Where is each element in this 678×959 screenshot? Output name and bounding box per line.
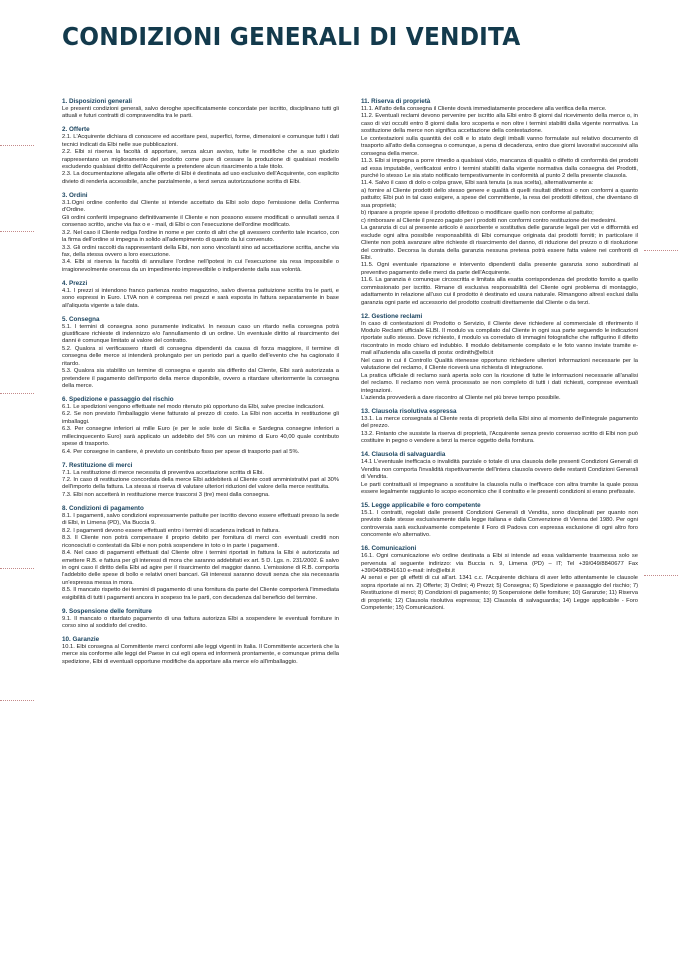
clause-heading: 12. Gestione reclami [361, 312, 423, 320]
clause-section [62, 636, 339, 666]
clause-paragraph: 15.1. I contratti, regolati dalle presenti Condizioni Generali di Vendita, sono disciplinati per quanto non previsto dalle stesse esclusivamente dalla legge italiana e dalla Convenzione di Vienna del 1980. Per ogni controversia sarà esclusivamente competente il Foro di Padova con espressa esclusione di ogni altro foro concorrente e/o alternativo. [361, 509, 638, 539]
page-title: CONDIZIONI GENERALI DI VENDITA [62, 22, 521, 51]
clause-heading: 9. Sospensione delle forniture [62, 607, 152, 615]
right-column [361, 98, 638, 618]
clause-paragraph: 5.1. I termini di consegna sono puramente indicativi. In nessun caso un ritardo nella consegna potrà giustificare richieste di indennizzo e/o l'annullamento di un ordine. Un eventuale diritto al risarcimento dei danni è comunque limitato al valore del contratto. [62, 323, 339, 345]
margin-dotted-line [0, 231, 34, 232]
clause-heading: 13. Clausola risolutiva espressa [361, 408, 457, 416]
clause-paragraph: 2.2. Elbi si riserva la facoltà di apportare, senza alcun avviso, tutte le modifiche che a suo giudizio rappresentano un miglioramento del prodotto come pure di cessare la produzione di qualsiasi modello escludendo qualsiasi diritto dell'Acquirente a pretendere alcun risarcimento a tale titolo. [62, 149, 339, 171]
clause-paragraph: Gli ordini conferiti impegnano definitivamente il Cliente e non possono essere modificati o annullati senza il consenso scritto, anche via fax o e - mail, di Elbi o con l'esecuzione dell'ordine modificato. [62, 214, 339, 229]
clause-heading: 4. Prezzi [62, 279, 88, 287]
clause-paragraph: 5.3. Qualora sia stabilito un termine di consegna e questo sia differito dal Cliente, Elbi sarà autorizzata a pretendere il pagamento dell'importo della merce disponibile, ovvero a ritardare ulteriormente la consegna della merce. [62, 368, 339, 390]
clause-heading: 7. Restituzione di merci [62, 461, 133, 469]
clause-section [361, 313, 638, 403]
clause-paragraph: 3.3. Gli ordini raccolti da rappresentanti della Elbi, non sono vincolanti sino ad accettazione scritta, anche via fax, della stessa ovvero a loro esecuzione. [62, 244, 339, 258]
clause-heading: 8. Condizioni di pagamento [62, 504, 144, 512]
clause-paragraph: 8.1. I pagamenti, salvo condizioni espressamente pattuite per iscritto devono essere effettuati presso la sede di Elbi, in Limena (PD), Via Buccia 9. [62, 512, 339, 527]
clause-paragraph: 6.2. Se non previsto l'imballaggio viene fatturato al prezzo di costo. La Elbi non accetta in restituzione gli imballaggi. [62, 411, 339, 425]
clause-section [62, 608, 339, 631]
clause-paragraph: 9.1. Il mancato o ritardato pagamento di una fattura autorizza Elbi a sospendere le eventuali forniture in corso sino al soddisfo del credito. [62, 615, 339, 630]
clause-paragraph: La garanzia di cui al presente articolo è assorbente e sostitutiva delle garanzie legali per vizi e difformità ed esclude ogni altra possibile responsabilità di Elbi comunque originata dai prodotti forniti; in particolare il Cliente non potrà avanzare altre richieste di risarcimento del danno, di riduzione del prezzo o di risoluzione del contratto. Decorsa la durata della garanzia nessuna pretesa potrà essere fatta valere nei confronti di Elbi. [361, 225, 638, 261]
clause-section [361, 502, 638, 540]
clause-paragraph: Ai sensi e per gli effetti di cui all'art. 1341 c.c. l'Acquirente dichiara di aver letto attentamente le clausole sopra riportate ai nn. 2) Offerte; 3) Ordini; 4) Prezzi; 5) Consegna; 6) Spedizione e passaggio del rischio; 7) Restituzione di merci; 8) Condizioni di pagamento; 9) Sospensione delle forniture; 10) Garanzie; 11) Riserva di proprietà; 12) Clausola risolutiva espressa; 13) Clausola di salvaguardia; 14) Legge applicabile - Foro Competente; 15) Comunicazioni. [361, 575, 638, 612]
clause-paragraph: 7.3. Elbi non accetterà in restituzione merce trascorsi 3 (tre) mesi dalla consegna. [62, 491, 270, 498]
clause-paragraph: 7.2. In caso di restituzione concordata della merce Elbi addebiterà al Cliente costi amministrativi pari al 30% dell'importo della fattura. La stessa si riserva di valutare ulteriori riduzioni del valore della merce restituita. [62, 477, 339, 491]
clause-paragraph: 11.6. La garanzia è comunque circoscritta e limitata alla esatta corrispondenza del prodotto fornito a quello commissionato per iscritto. Rimane di esclusiva responsabilità del Cliente ogni problema di montaggio, adattamento in relazione all'uso cui il prodotto è destinato ed usura naturale. Rimangono altresì esclusi dalla garanzia ogni parte ed accessorio del prodotto costruiti direttamente dal Cliente o da terzi. [361, 277, 638, 306]
clause-paragraph: b) riparare a proprie spese il prodotto difettoso o modificare quello non conforme al pattuito; [361, 210, 594, 217]
clause-paragraph: In caso di contestazioni di Prodotto o Servizio, il Cliente deve richiedere al commerciale di riferimento il Modulo Reclami ufficiale ELBI. Il modulo va compilato dal Cliente in ogni sua parte seguendo le indicazioni riportate sullo stesso. Dove richiesto, il modulo va corredato di immagini fotografiche che raffigurino il difetto riscontrato in modo chiaro ed indubbio. Il modulo debitamente compilato e le foto vanno inviate tramite e-mail all'azienda alla casella di posta: ordinith@elbi.it [361, 320, 638, 357]
clause-heading: 6. Spedizione e passaggio del rischio [62, 396, 174, 404]
clause-heading: 1. Disposizioni generali [62, 98, 132, 105]
clause-paragraph: 8.2. I pagamenti devono essere effettuati entro i termini di scadenza indicati in fattura. [62, 527, 280, 534]
clause-paragraph: 14.1 L'eventuale inefficacia o invalidità parziale o totale di una clausola delle presenti Condizioni Generali di Vendita non comporta l'invalidità rispettivamente dell'intera clausola ovvero delle restanti Condizioni Generali di Vendita. [361, 459, 638, 481]
clause-paragraph: 13.1. La merce consegnata al Cliente resta di proprietà della Elbi sino al momento dell'integrale pagamento del prezzo. [361, 415, 638, 430]
margin-dotted-line [0, 393, 34, 394]
clause-paragraph: 8.4. Nel caso di pagamenti effettuati dal Cliente oltre i termini riportati in fattura la Elbi è autorizzata ad emettere R.B. e fattura per gli interessi di mora che saranno addebitati ex art. 5 D. Lgs. n. 231/2002. È salvo in ogni caso il diritto della Elbi ad agire per il risarcimento del maggior danno. L'emissione di R.B. comporta l'addebito delle spese di bollo e relativi oneri bancari. Gli interessi saranno dovuti senza che sia necessaria un'espressa messa in mora. [62, 550, 339, 586]
margin-dotted-line [0, 568, 34, 569]
margin-dotted-line [0, 145, 34, 146]
clause-paragraph: 3.2. Nel caso il Cliente rediga l'ordine in nome e per conto di altri che gli avessero conferito tale incarico, con la firma dell'ordine si impegna in solido all'adempimento di quanto da lui convenuto. [62, 229, 339, 244]
margin-dotted-line [0, 700, 34, 701]
clause-paragraph: 10.1. Elbi consegna al Committente merci conformi alle leggi vigenti in Italia. Il Committente accerterà che la merce sia conforme alle leggi del Paese in cui egli opera ed informerà prontamente, e comunque prima della spedizione, Elbi di eventuali opportune modifiche da apportare alla merce e/o all'imballaggio. [62, 643, 339, 665]
clause-paragraph: L'azienda provvederà a dare riscontro al Cliente nel più breve tempo possibile. [361, 395, 561, 402]
clause-paragraph: La pratica ufficiale di reclamo sarà aperta solo con la ricezione di tutte le informazioni necessarie all'analisi del reclamo. Il reclamo non verrà processato se non completo di tutti i dati richiesti, comprese eventuali integrazioni. [361, 372, 638, 394]
clause-paragraph: 13.2. Fintanto che sussiste la riserva di proprietà, l'Acquirente senza previo consenso scritto di Elbi non può costituire in pegno o vendere a terzi la merce oggetto della fornitura. [361, 430, 638, 445]
clause-paragraph: Le presenti condizioni generali, salvo deroghe specificatamente concordate per iscritto, disciplinano tutti gli attuali e futuri contratti di compravendita tra le parti. [62, 105, 339, 120]
clause-section [62, 280, 339, 310]
clause-paragraph: 11.4. Salvo il caso di dolo o colpa grave, Elbi sarà tenuta (a sua scelta), alternativamente a: [361, 180, 594, 187]
clause-heading: 16. Comunicazioni [361, 545, 417, 553]
clause-section [62, 396, 339, 456]
clause-paragraph: 4.1. I prezzi si intendono franco partenza nostro magazzino, salvo diversa pattuizione scritta tra le parti, e sono espressi in Euro. L'IVA non è compresa nei prezzi e sarà esposta in fattura separatamente in base all'aliquota vigente a tale data. [62, 287, 339, 309]
margin-dotted-line [644, 575, 678, 576]
clause-heading: 14. Clausola di salvaguardia [361, 451, 446, 459]
clause-section [62, 98, 339, 121]
clause-paragraph: 2.1. L'Acquirente dichiara di conoscere ed accettare pesi, superfici, forme, dimensioni e comunque tutti i dati tecnici indicati da Elbi nelle sue pubblicazioni. [62, 134, 339, 148]
clause-heading: 2. Offerte [62, 126, 90, 134]
clause-heading: 11. Riserva di proprietà [361, 98, 431, 105]
clause-paragraph: 3.1.Ogni ordine conferito dal Cliente si intende accettato da Elbi solo dopo l'emissione della Conferma d'Ordine. [62, 199, 339, 214]
clause-paragraph: 6.1. Le spedizioni vengono effettuate nel modo ritenuto più opportuno da Elbi, salve precise indicazioni. [62, 403, 325, 410]
clause-paragraph: 8.3. Il Cliente non potrà compensare il proprio debito per fornitura di merci con eventuali crediti non riconosciuti o contestati da Elbi e non potrà sospendere in toto o in parte i pagamenti. [62, 535, 339, 549]
clause-heading: 3. Ordini [62, 191, 88, 199]
clause-paragraph: 3.4. Elbi si riserva la facoltà di annullare l'ordine nell'ipotesi in cui l'esecuzione sia resa impossibile o irragionevolmente onerosa da un impedimento imprevedibile o indipendente dalla sua volontà. [62, 259, 339, 273]
clause-section [62, 192, 339, 274]
clause-paragraph: 11.2. Eventuali reclami devono pervenire per iscritto alla Elbi entro 8 giorni dal ricevimento della merce o, in caso di vizi occulti entro 8 giorni dalla loro scoperta e non oltre i termini stabiliti dalla vigente normativa. La sostituzione della merce non significa accettazione della contestazione. [361, 113, 638, 135]
clause-paragraph: c) rimborsare al Cliente il prezzo pagato per i prodotti non conformi contro restituzione dei medesimi. [361, 217, 617, 224]
clause-section [62, 316, 339, 391]
clause-paragraph: 6.3. Per consegne inferiori ai mille Euro (e per le sole isole di Sicilia e Sardegna consegne inferiori a millecinquecento Euro) sarà applicato un addebito del 5% con un minimo di Euro 40,00 quale contributo spese di trasporto. [62, 426, 339, 448]
clause-paragraph: 2.3. La documentazione allegata alle offerte di Elbi è destinata ad uso esclusivo dell'Acquirente, con esplicito divieto di renderla accessibile, anche parzialmente, a terzi senza autorizzazione scritta di Elbi. [62, 171, 339, 185]
clause-section [361, 408, 638, 446]
clause-section [361, 451, 638, 496]
clause-paragraph: 7.1. La restituzione di merce necessita di preventiva accettazione scritta di Elbi. [62, 469, 264, 476]
clause-section [62, 505, 339, 602]
clause-paragraph: 6.4. Per consegne in cantiere, è previsto un contributo fisso per spese di trasporto pari al 5%. [62, 448, 300, 455]
left-column [62, 98, 339, 672]
clause-paragraph: 8.5. Il mancato rispetto dei termini di pagamento di una fornitura da parte del Cliente comporterà l'immediata esigibilità di tutti i pagamenti ancora in sospeso tra le parti, con decadenza dal beneficio del termine. [62, 587, 339, 601]
clause-paragraph: Le parti contrattuali si impegnano a sostituire la clausola nulla o inefficace con altra tramite la quale possa essere legalmente raggiunto lo scopo economico che il contratto e le presenti condizioni si erano prefissate. [361, 481, 638, 495]
clause-section [62, 126, 339, 186]
clause-heading: 10. Garanzie [62, 636, 100, 644]
clause-section [62, 462, 339, 500]
clause-paragraph: 11.1. All'atto della consegna il Cliente dovrà immediatamente procedere alla verifica della merce. [361, 105, 607, 112]
clause-paragraph: Le contestazioni sulla quantità dei colli e lo stato degli imballi vanno formulate sul relativo documento di trasporto all'atto della consegna o comunque, a pena di decadenza, entro due giorni lavorativi successivi alla consegna della merce. [361, 135, 638, 157]
clause-section [361, 98, 638, 307]
clause-heading: 5. Consegna [62, 315, 100, 323]
margin-dotted-line [644, 250, 678, 251]
clause-paragraph: a) fornire al Cliente prodotti dello stesso genere e qualità di quelli risultati difettosi o non conformi a quanto pattuito; Elbi può in tal caso esigere, a spese del committente, la resa dei prodotti difettosi, che diventano di sua proprietà; [361, 187, 638, 209]
clause-paragraph: 16.1. Ogni comunicazione e/o ordine destinata a Elbi si intende ad essa validamente trasmessa solo se pervenuta al seguente indirizzo: via Buccia n. 9, Limena (PD) – IT; Tel +39/049/8840677 Fax +39/049/8841610 e-mail: info@elbi.it [361, 553, 638, 574]
clause-paragraph: 11.5. Ogni eventuale riparazione e intervento dipendenti dalla presente garanzia sono subordinati al preventivo pagamento delle merci da parte dell'Acquirente. [361, 262, 638, 276]
clause-heading: 15. Legge applicabile e foro competente [361, 501, 481, 509]
clause-section [361, 545, 638, 613]
clause-paragraph: 11.3. Elbi si impegna a porre rimedio a qualsiasi vizio, mancanza di qualità o difetto di conformità dei prodotti ad essa imputabile, verificatosi entro i termini stabiliti dalla vigente normativa dalla consegna dei Prodotti, purché lo stesso Le sia stato notificato tempestivamente in conformità al punto 2 della presente clausola. [361, 158, 638, 179]
clause-paragraph: Nel caso in cui il Controllo Qualità ritenesse opportuno richiedere ulteriori informazioni necessarie per la valutazione del reclamo, il Cliente riceverà una richiesta di integrazione. [361, 357, 638, 372]
clause-paragraph: 5.2. Qualora si verificassero ritardi di consegna dipendenti da causa di forza maggiore, il termine di consegna delle merce si intenderà prolungato per un periodo pari a quello dell'evento che ha cagionato il ritardo. [62, 345, 339, 367]
